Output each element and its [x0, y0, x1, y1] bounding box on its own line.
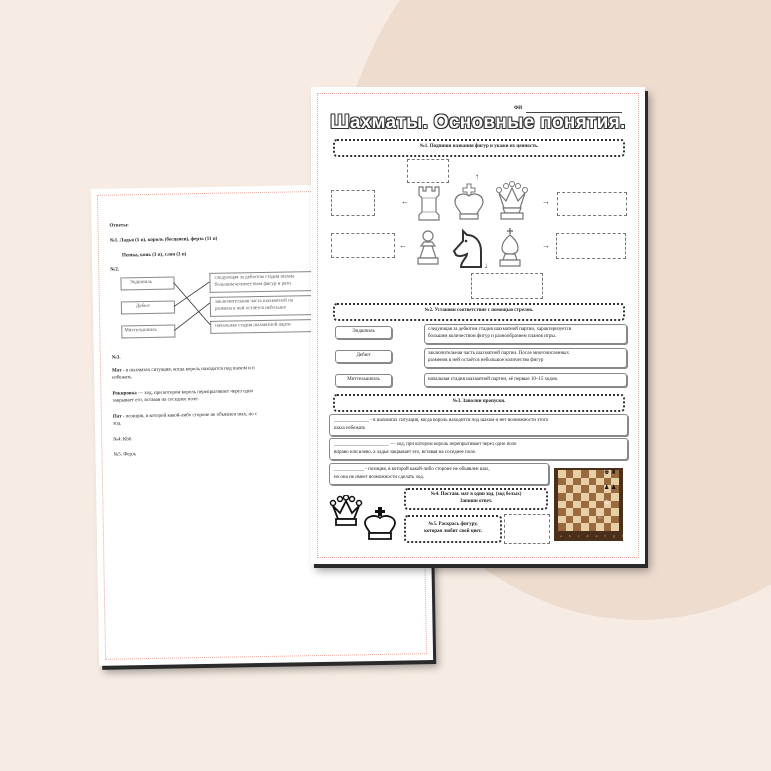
arrow-icon: ↑ — [475, 172, 479, 181]
definition-box[interactable]: следующая за дебютом стадия шахматной партии, характеризуется большим количеством фигур и разнообразием планов игры. — [424, 324, 627, 344]
piece-answer-box[interactable] — [471, 273, 543, 299]
knight-icon — [451, 227, 487, 269]
term-box[interactable]: Миттельшпиль — [335, 374, 392, 387]
definition-box[interactable]: заключительная часть шахматной партии. После многочисленных разменов в ней остаётся небольшое количество фигур — [424, 348, 627, 368]
board-squares — [558, 470, 619, 531]
answer-mat-2: избежать — [112, 375, 132, 381]
term-box: Эндшпиль — [120, 277, 174, 291]
black-piece-icon: ♚ — [604, 470, 610, 476]
task-5-banner: №5. Раскрась фигуру, которая любит свой цвет. — [404, 515, 502, 543]
match-arrows — [172, 275, 213, 334]
king-icon — [452, 183, 486, 221]
black-rook-icon: ♜ — [611, 470, 617, 476]
king-icon — [362, 507, 398, 541]
piece-answer-box[interactable] — [331, 233, 395, 258]
answer-1: №1. Ладья (5 п), король (бесценен), ферзь (11 п) — [109, 236, 218, 244]
task-3-banner: №3. Заполни пропуски. — [333, 394, 625, 412]
piece-answer-box[interactable] — [557, 192, 627, 216]
bishop-icon — [495, 227, 525, 269]
answer-pat-2: ход. — [112, 421, 122, 427]
piece-answer-box[interactable] — [407, 159, 449, 183]
answer-rok: Рокировка — ход, при котором король перепрыгивает через одно — [112, 389, 254, 397]
answer-3: №3. — [111, 355, 121, 361]
task-1-banner: №1. Подпиши названия фигур и укажи их ценность. — [333, 139, 625, 157]
answer-box-task-4[interactable] — [504, 514, 550, 544]
answer-rok-2: закрывает его, вставая на соседнее поле. — [112, 397, 199, 404]
answer-5: №5. Ферзь — [113, 452, 137, 458]
term-box: Дебют — [121, 301, 175, 315]
queen-icon — [495, 181, 529, 221]
piece-answer-box[interactable] — [331, 190, 375, 216]
queen-icon — [329, 495, 363, 529]
gap-fill-2[interactable]: ______________________ — ход, при котором король перепрыгивает через одно поле вправо или влево, а ладья закрывает его, вставая на соседнее поле. — [329, 438, 628, 460]
gap-fill-3[interactable]: ____________ - позиция, в которой какой-либо стороне не объявлен шах, но она не имеет возможности сделать ход. — [329, 463, 549, 485]
white-piece-icon: ♔ — [604, 500, 610, 506]
task-4-banner: №4. Поставь мат в один ход. (ход белых) Запиши ответ. — [404, 488, 548, 510]
pawn-icon: ♟ — [604, 485, 610, 491]
answer-2: №2. — [110, 267, 120, 273]
definition-box[interactable]: начальная стадия шахматной партии, её первые 10–15 ходов. — [424, 373, 627, 387]
piece-answer-box[interactable] — [556, 233, 626, 259]
white-knight-icon: ♘ — [597, 515, 603, 521]
definition-box: следующая за дебютом стадия шахма большим количеством фигур и разн — [209, 269, 420, 293]
definition-box: начальная стадия шахматной парти — [210, 317, 421, 334]
chess-board — [554, 468, 627, 541]
answers-heading: Ответы: — [109, 223, 129, 229]
pawn-icon: ♟ — [611, 485, 617, 491]
arrow-icon: ↓ — [484, 261, 488, 270]
rook-icon — [414, 184, 444, 222]
term-box[interactable]: Эндшпиль — [335, 326, 392, 339]
answer-1b: Пешка, конь (3 п), слон (3 п) — [121, 252, 187, 259]
answer-mat: Мат - в шахматах ситуация, когда король находится под шахом и н — [112, 366, 255, 374]
arrow-icon: → — [542, 197, 550, 206]
worksheet-sheet — [311, 87, 645, 564]
pawn-icon — [415, 229, 441, 267]
term-box: Миттельшпиль — [121, 324, 175, 338]
arrow-icon: ← — [401, 197, 409, 206]
answer-4: №4. Кb6 — [113, 437, 132, 443]
task-2-banner: №2. Установи соответствие с помощью стрелок. — [333, 303, 625, 321]
arrow-icon: ← — [399, 241, 407, 250]
board-files: a b c d e f g h — [560, 534, 627, 538]
gap-fill-1[interactable]: ______________ - в шахматах ситуация, когда король находится под шахом и нет возможности этого шаха избежать — [329, 414, 628, 436]
term-box[interactable]: Дебют — [335, 350, 392, 363]
arrow-icon: → — [542, 241, 550, 250]
page-title: Шахматы. Основные понятия. — [330, 112, 626, 133]
answer-pat: Пат - позиция, в которой какой-либо стороне не объявлен шах, но с — [112, 412, 258, 420]
name-label: ФИ — [514, 106, 523, 111]
definition-box: заключительная часть шахматной па размена в ней остаётся небольшо — [210, 293, 421, 317]
